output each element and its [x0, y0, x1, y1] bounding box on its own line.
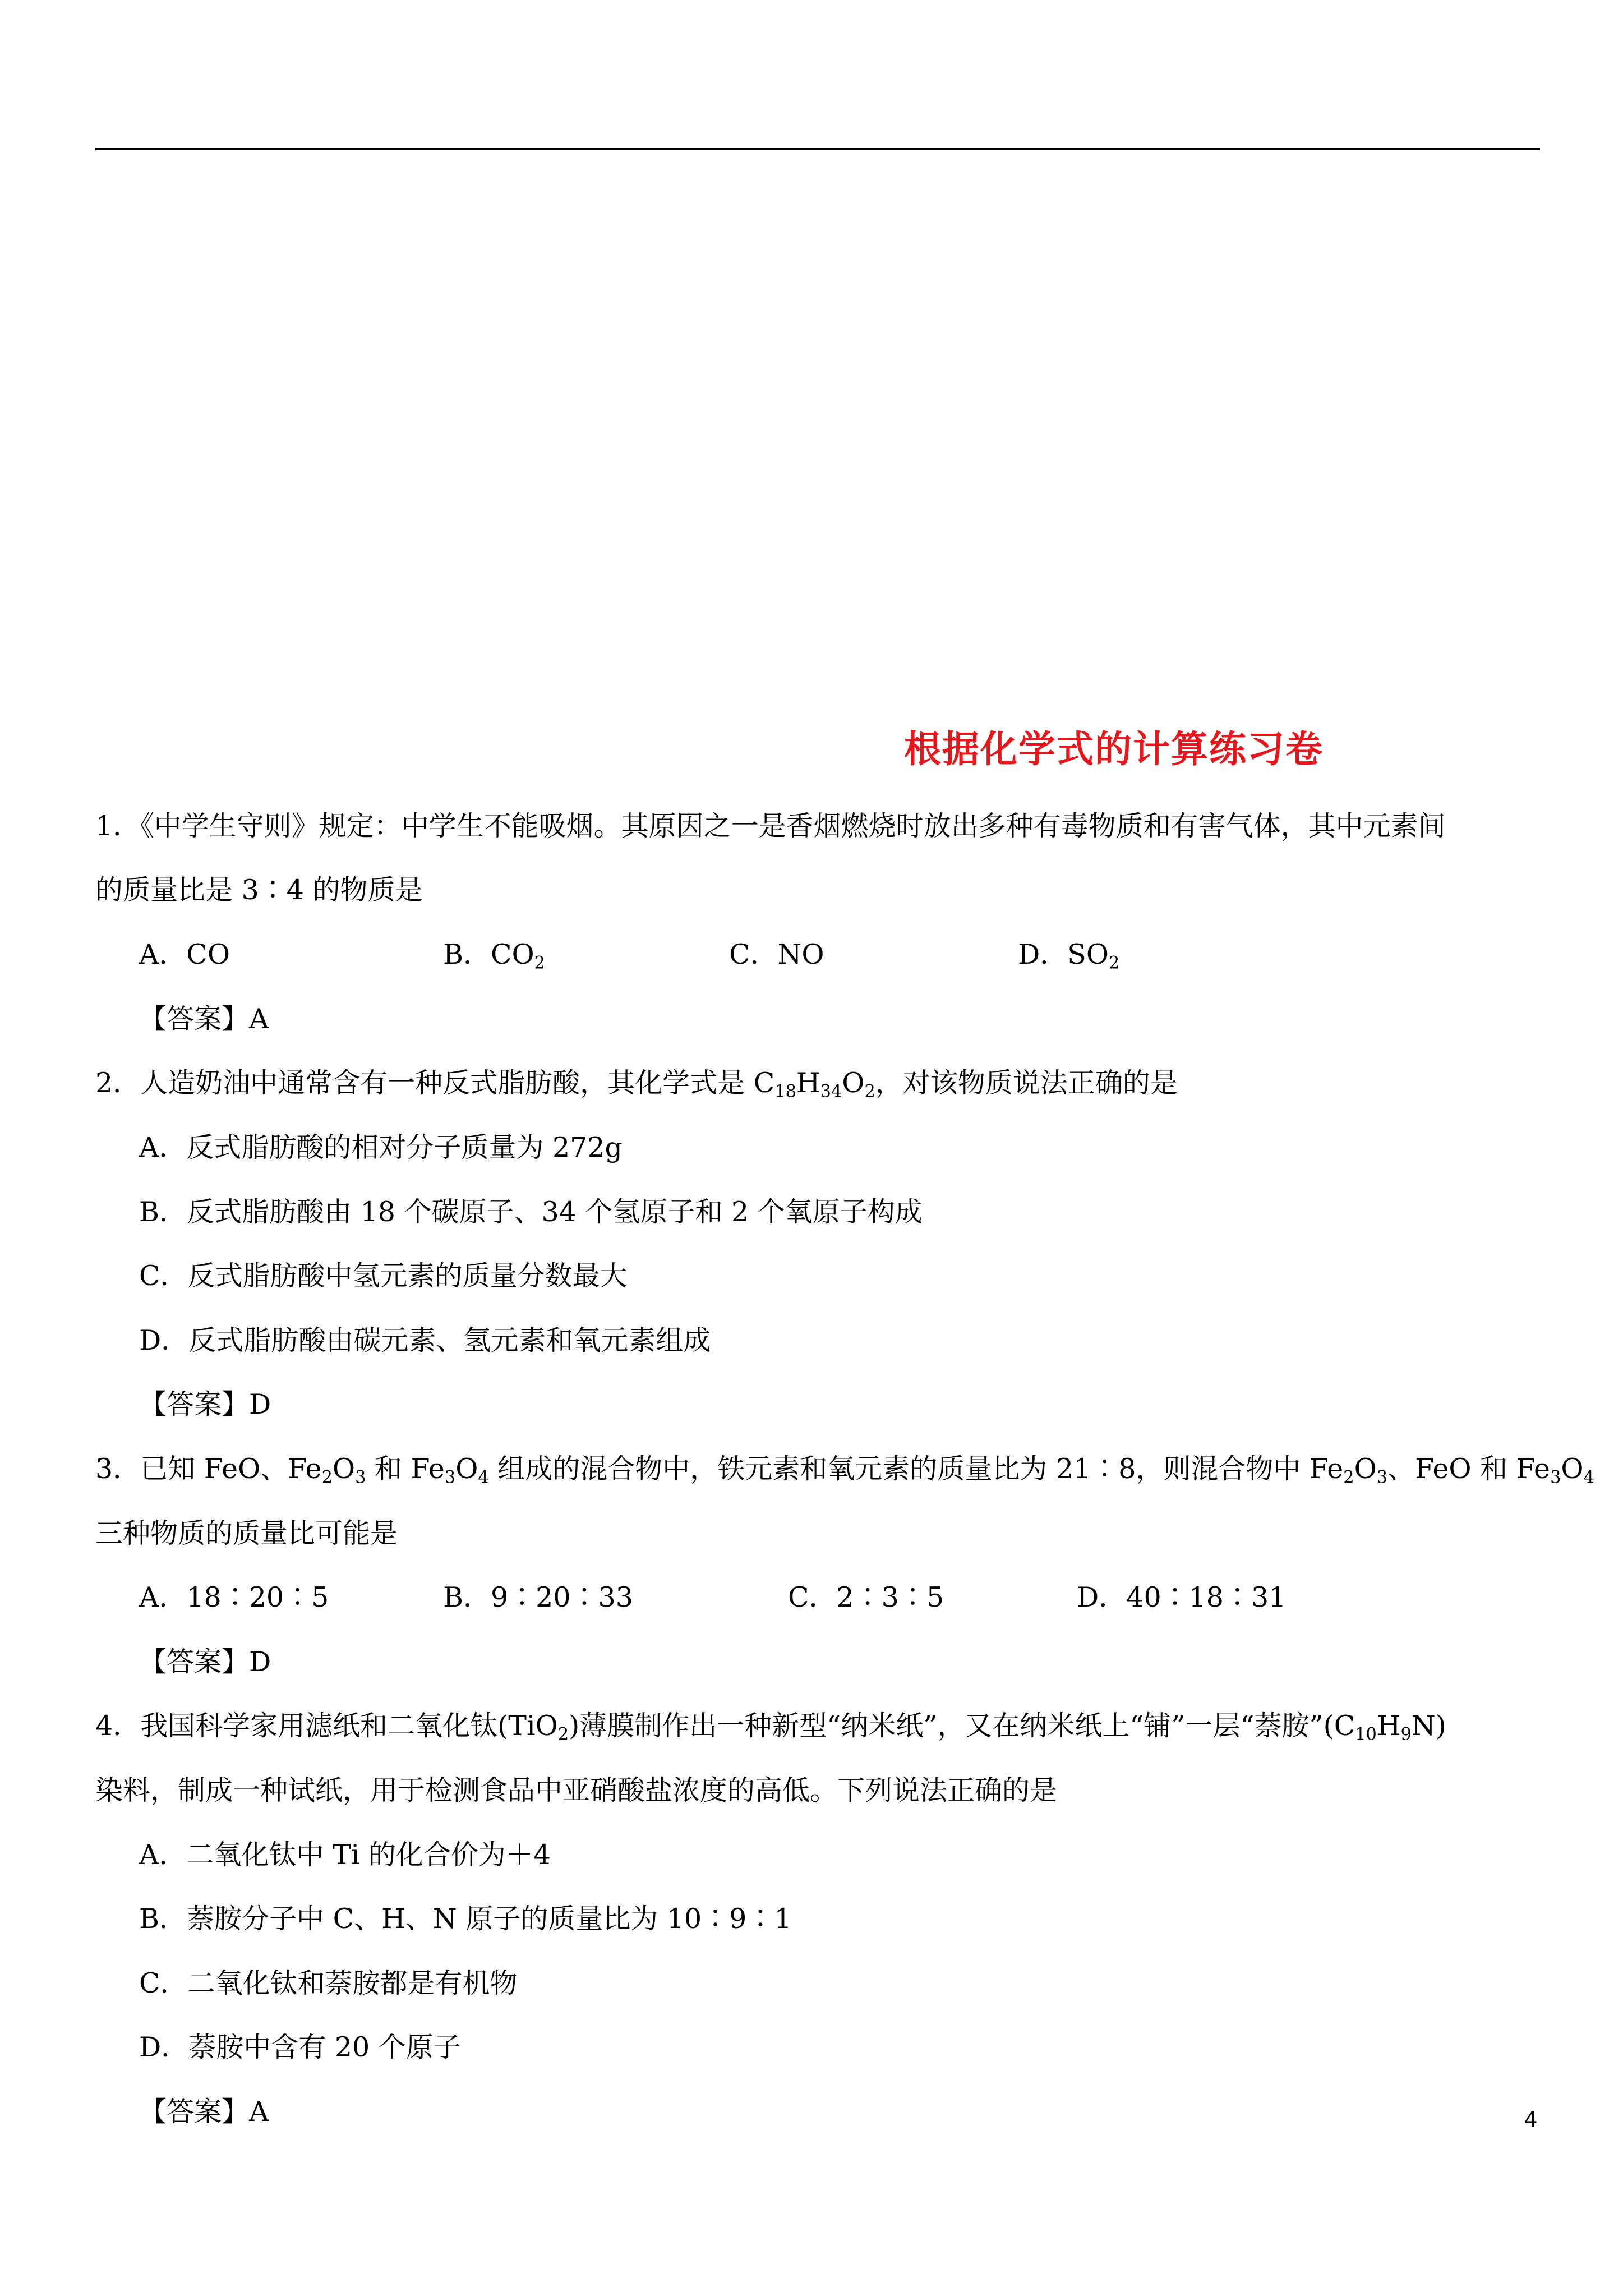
- q3-option-b: B．9∶20∶33: [443, 1581, 633, 1613]
- page-number: 4: [1524, 2108, 1538, 2132]
- q3-answer: 【答案】D: [139, 1646, 271, 1678]
- q2-answer: 【答案】D: [139, 1388, 271, 1420]
- q1-option-d: D．$SO_2$: [1018, 938, 1120, 973]
- q3-option-d: D．40∶18∶31: [1077, 1581, 1287, 1613]
- q4-option-b: B．萘胺分子中 C、H、N 原子的质量比为 10∶9∶1: [139, 1903, 792, 1935]
- q4-option-d: D．萘胺中含有 20 个原子: [139, 2031, 461, 2063]
- q2-option-b: B．反式脂肪酸由 18 个碳原子、34 个氢原子和 2 个氧原子构成: [139, 1196, 923, 1228]
- q2-option-a: A．反式脂肪酸的相对分子质量为 272g: [139, 1131, 623, 1163]
- q3-option-a: A．18∶20∶5: [139, 1581, 329, 1613]
- document-title: 根据化学式的计算练习卷: [904, 727, 1324, 771]
- q1-option-a: A．CO: [139, 938, 230, 970]
- q3-option-c: C．2∶3∶5: [788, 1581, 944, 1613]
- q4-answer: 【答案】A: [139, 2096, 269, 2128]
- q1-option-c: C．NO: [729, 938, 824, 970]
- q2-option-d: D．反式脂肪酸由碳元素、氢元素和氧元素组成: [139, 1324, 711, 1356]
- q1-stem-line1: 1．《中学生守则》规定：中学生不能吸烟。其原因之一是香烟燃烧时放出多种有毒物质和有害气体，其中元素间: [95, 810, 1446, 842]
- q3-stem-line2: 三种物质的质量比可能是: [95, 1517, 398, 1549]
- q1-option-b: B．$CO_2$: [443, 938, 545, 973]
- q3-stem-line1: 3．已知 FeO、$Fe_2O_3$ 和 $Fe_3O_4$ 组成的混合物中，铁元素和氧元素的质量比为 21∶8，则混合物中 $Fe_2O_3$、FeO 和 $Fe_3O_4$: [95, 1453, 1594, 1488]
- q2-stem: 2．人造奶油中通常含有一种反式脂肪酸，其化学式是 $C_{18}H_{34}O_2$，对该物质说法正确的是: [95, 1067, 1178, 1102]
- header-rule: [95, 148, 1540, 150]
- q1-stem-line2: 的质量比是 3∶4 的物质是: [95, 874, 423, 906]
- q4-option-c: C．二氧化钛和萘胺都是有机物: [139, 1967, 518, 1999]
- q4-stem-line1: 4．我国科学家用滤纸和二氧化钛(TiO$_2$)薄膜制作出一种新型“纳米纸”，又在纳米纸上“铺”一层“萘胺$”(C_{10}H_9N)$: [95, 1710, 1446, 1745]
- q2-option-c: C．反式脂肪酸中氢元素的质量分数最大: [139, 1260, 628, 1292]
- q4-stem-line2: 染料，制成一种试纸，用于检测食品中亚硝酸盐浓度的高低。下列说法正确的是: [95, 1774, 1058, 1806]
- q4-option-a: A．二氧化钛中 Ti 的化合价为＋4: [139, 1839, 551, 1871]
- q1-answer: 【答案】A: [139, 1003, 269, 1035]
